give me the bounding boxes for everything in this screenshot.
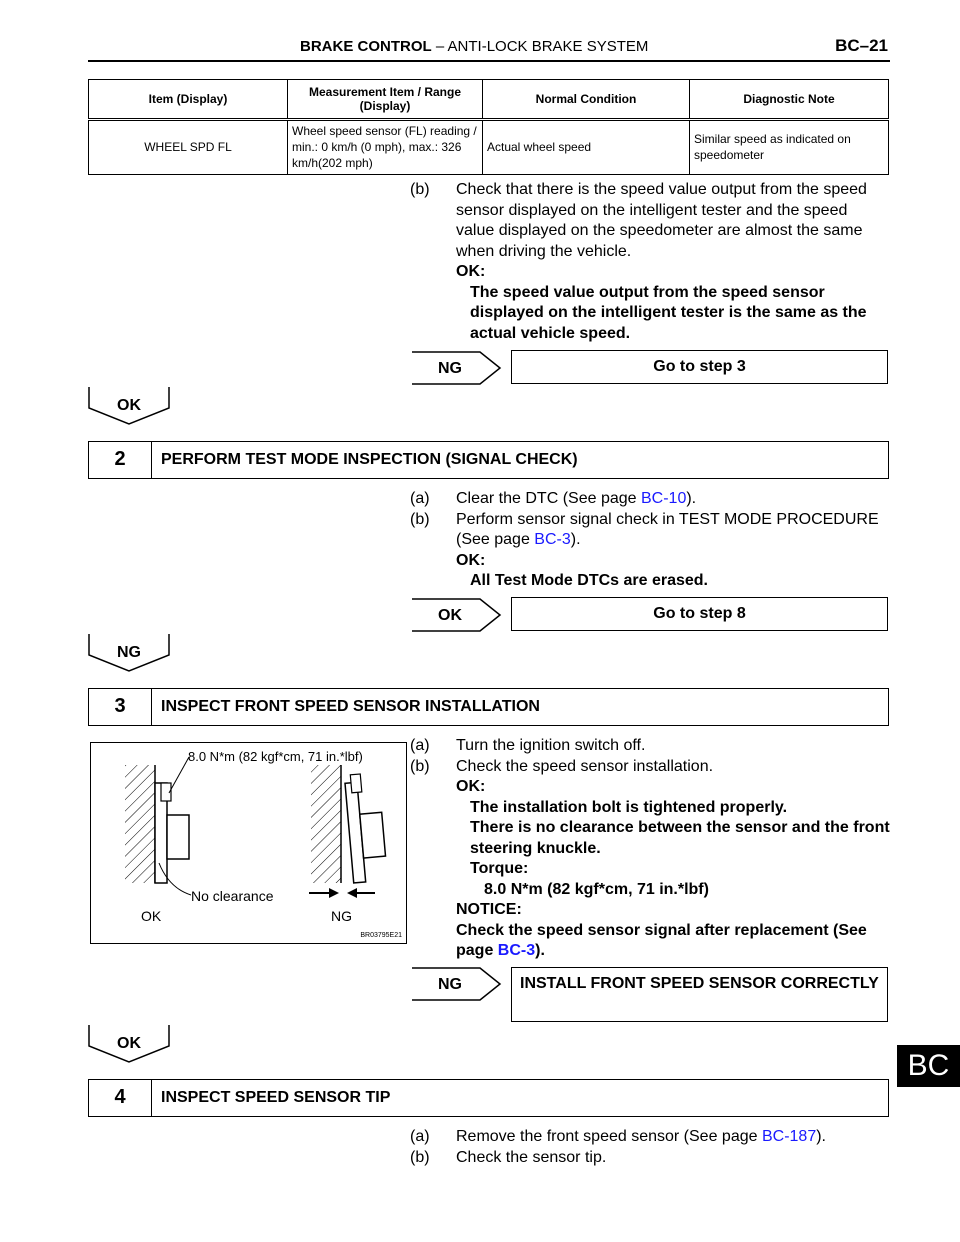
header-title (300, 38, 648, 55)
spec-col-normal: Normal Condition (483, 80, 690, 120)
spec-table (88, 79, 889, 175)
table-cell: WHEEL SPD FL (89, 120, 288, 175)
step-2-title: PERFORM TEST MODE INSPECTION (SIGNAL CHECK) (161, 451, 578, 468)
step2-b (410, 510, 890, 551)
step1-ok-label: OK: (456, 263, 486, 280)
step3-b-label: (b) (410, 757, 430, 775)
step2-b-link[interactable]: BC-3 (534, 531, 571, 548)
step1-ng-result-box: Go to step 3 (511, 350, 888, 384)
step4-a-text: Remove the front speed sensor (See page (456, 1128, 762, 1145)
spec-table-header-row (89, 80, 889, 120)
step3-a-label: (a) (410, 737, 430, 754)
step4-b-label: (b) (410, 1148, 430, 1166)
step3-ng-result-box: INSTALL FRONT SPEED SENSOR CORRECTLY (511, 967, 888, 1022)
step3-notice-text (410, 921, 890, 962)
spec-col-item: Item (Display) (89, 80, 288, 120)
step-2-header (88, 441, 889, 479)
section-tab: BC (897, 1045, 960, 1087)
step3-torque-label: Torque: (470, 860, 529, 877)
spec-col-measurement: Measurement Item / Range (Display) (288, 80, 483, 120)
step3-ng-arrow (410, 967, 510, 1001)
step3-ng-arrow-label: NG (438, 976, 462, 993)
table-cell: Wheel speed sensor (FL) reading / min.: 0 km/h (0 mph), max.: 326 km/h(202 mph) (288, 120, 483, 175)
step3-body (410, 736, 890, 962)
step-3-number: 3 (89, 689, 152, 725)
page-number: BC–21 (835, 36, 888, 55)
step2-a-label: (a) (410, 490, 430, 507)
step-2-number: 2 (89, 442, 152, 478)
step4-a (410, 1127, 890, 1148)
header-divider (88, 60, 890, 62)
step2-a-text: Clear the DTC (See page (456, 490, 641, 507)
ok-knuckle-hatch (125, 765, 155, 883)
step4-b (410, 1148, 890, 1169)
step-4-title: INSPECT SPEED SENSOR TIP (161, 1089, 391, 1106)
step-4-number: 4 (89, 1080, 152, 1116)
figure-ng-label: NG (331, 908, 352, 924)
step2-ok-result-box: Go to step 8 (511, 597, 888, 631)
step2-body (410, 489, 890, 592)
step3-b-text: Check the speed sensor installation. (456, 757, 714, 775)
sensor-installation-figure (90, 742, 407, 944)
step4-body (410, 1127, 890, 1168)
step2-ok-text: All Test Mode DTCs are erased. (470, 572, 708, 589)
step4-a-link[interactable]: BC-187 (761, 1128, 817, 1145)
step3-notice-link[interactable]: BC-3 (497, 942, 536, 959)
step1-b (410, 180, 890, 262)
step1-ok-down-arrow (88, 386, 170, 426)
step4-a-label: (a) (410, 1128, 430, 1145)
header-title-rest: – ANTI-LOCK BRAKE SYSTEM (435, 38, 649, 55)
step2-ok-arrow-label: OK (438, 607, 462, 624)
table-cell: Similar speed as indicated on speedometer (690, 120, 889, 175)
ng-sensor-body (360, 812, 386, 858)
step2-a-link[interactable]: BC-10 (640, 490, 687, 507)
step-3-title: INSPECT FRONT SPEED SENSOR INSTALLATION (161, 698, 540, 715)
step2-ng-down-label: NG (117, 644, 141, 661)
step2-ok-arrow (410, 598, 510, 632)
step3-ok-line1: The installation bolt is tightened properly. (470, 798, 788, 816)
step3-notice-label: NOTICE: (456, 901, 522, 918)
step2-a (410, 489, 890, 510)
torque-leader-line (169, 757, 189, 793)
step3-b (410, 757, 890, 778)
clearance-arrow-right (329, 888, 339, 898)
step2-a-end: ). (686, 490, 697, 507)
step2-ok-label: OK: (456, 551, 486, 569)
step1-ng-arrow-label: NG (438, 360, 462, 377)
step3-ok-down-arrow (88, 1024, 170, 1064)
step2-ng-down-arrow (88, 633, 170, 673)
ok-sensor-body (167, 815, 189, 859)
step3-a-text: Turn the ignition switch off. (456, 737, 646, 754)
table-row (89, 120, 889, 175)
step4-b-text: Check the sensor tip. (456, 1148, 607, 1166)
step3-ok-label: OK: (456, 778, 486, 795)
step3-notice-end: ). (535, 942, 545, 959)
step1-b-label: (b) (410, 181, 430, 198)
step1-ng-arrow (410, 351, 510, 385)
step1-body (410, 180, 890, 344)
step4-a-end: ). (816, 1128, 826, 1145)
spec-col-note: Diagnostic Note (690, 80, 889, 120)
step1-b-text: Check that there is the speed value output from the speed sensor displayed on the intelligent tester and the speed value displayed on the speedometer are almost the same when driving the vehicle. (456, 181, 867, 260)
figure-code: BR03795E21 (360, 932, 402, 939)
ng-bolt (350, 774, 362, 793)
step1-ok-text: The speed value output from the speed sensor displayed on the intelligent tester is the same as the actual vehicle speed. (470, 283, 867, 342)
sensor-installation-diagram (91, 743, 406, 943)
step2-b-text: Perform sensor signal check in TEST MODE PROCEDURE (See page (456, 510, 879, 548)
header-title-bold: BRAKE CONTROL (300, 38, 432, 55)
no-clearance-label: No clearance (191, 888, 274, 904)
step2-b-label: (b) (410, 510, 430, 528)
step-4-header (88, 1079, 889, 1117)
ng-knuckle-hatch (311, 765, 341, 883)
step2-b-end: ). (570, 531, 581, 548)
figure-ok-label: OK (141, 908, 162, 924)
torque-callout: 8.0 N*m (82 kgf*cm, 71 in.*lbf) (188, 749, 363, 764)
step3-notice-body: Check the speed sensor signal after replacement (See page (456, 921, 867, 959)
step3-ok-down-label: OK (117, 1035, 141, 1052)
step1-ok-down-label: OK (117, 397, 141, 414)
step3-torque-value: 8.0 N*m (82 kgf*cm, 71 in.*lbf) (484, 880, 709, 898)
step-3-header (88, 688, 889, 726)
clearance-arrow-left (347, 888, 357, 898)
step3-ok-line2: There is no clearance between the sensor and the front steering knuckle. (470, 819, 890, 857)
step3-a (410, 736, 890, 757)
table-cell: Actual wheel speed (483, 120, 690, 175)
